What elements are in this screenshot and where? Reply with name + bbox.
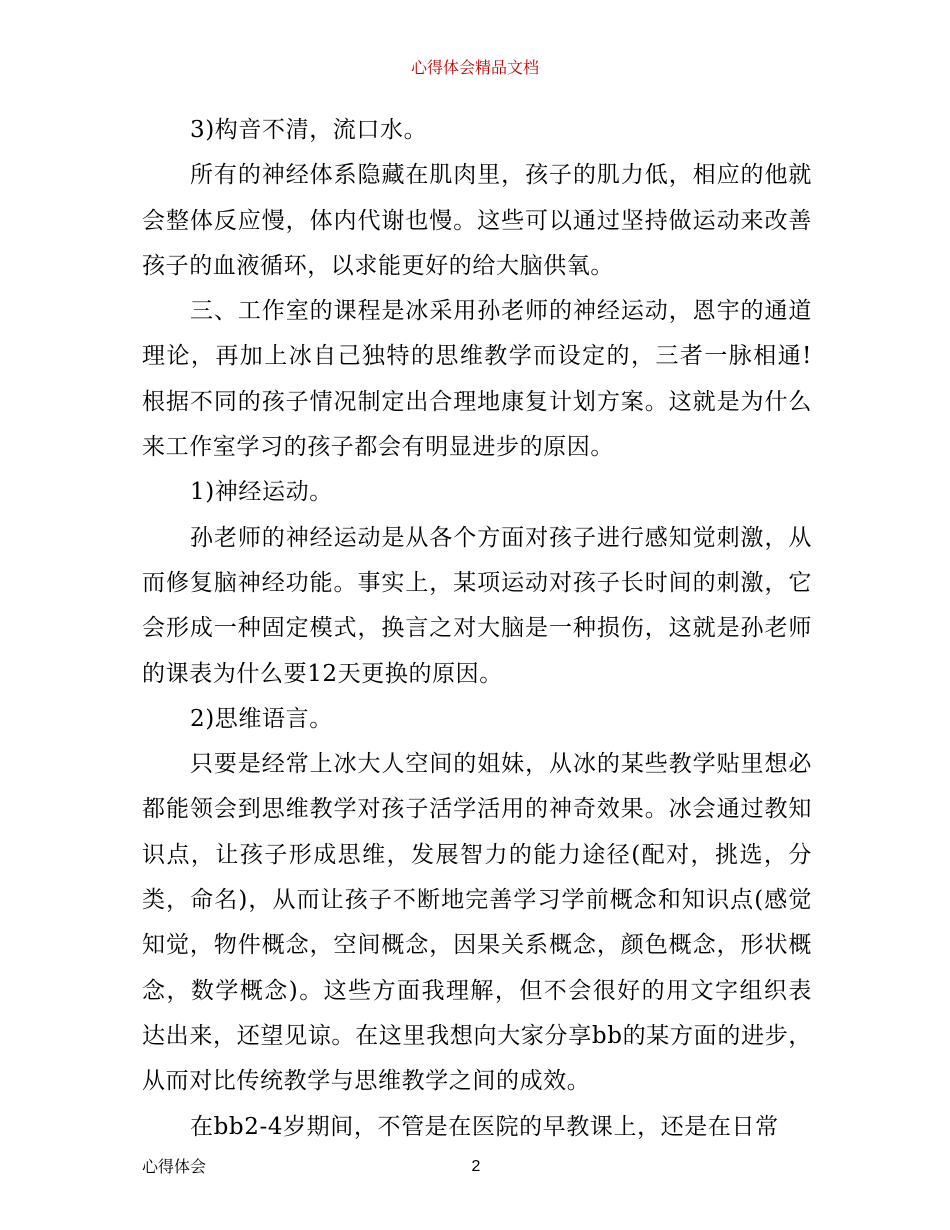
- paragraph: 2)思维语言。: [190, 705, 333, 732]
- page-header-title: 心得体会精品文档: [410, 58, 539, 77]
- paragraph: 3)构音不清，流口水。: [190, 117, 428, 143]
- paragraph: 在bb2-4岁期间，不管是在医院的早教课上，还是在日常: [190, 1113, 779, 1140]
- paragraph: 只要是经常上冰大人空间的姐妹，从冰的某些教学贴里想必都能领会到思维教学对孩子活学活用的神奇效果。冰会通过教知识点，让孩子形成思维，发展智力的能力途径(配对，挑选，分类，命名)，从而让孩子不断地完善学习学前概念和知识点(感觉知觉，物件概念，空间概念，因果关系概念，颜色概念，形状概念，数学概念)。这些方面我理解，但不会很好的用文字组织表达出来，还望见谅。在这里我想向大家分享bb的某方面的进步，从而对比传统教学与思维教学之间的成效。: [142, 751, 812, 1095]
- page-footer-label: 心得体会: [142, 1157, 207, 1176]
- paragraph: 孙老师的神经运动是从各个方面对孩子进行感知觉刺激，从而修复脑神经功能。事实上，某项运动对孩子长时间的刺激，它会形成一种固定模式，换言之对大脑是一种损伤，这就是孙老师的课表为什么要12天更换的原因。: [142, 524, 812, 687]
- paragraph: 1)神经运动。: [190, 479, 333, 506]
- paragraph: 三、工作室的课程是冰采用孙老师的神经运动，恩宇的通道理论，再加上冰自己独特的思维教学而设定的，三者一脉相通!根据不同的孩子情况制定出合理地康复计划方案。这就是为什么来工作室学习的孩子都会有明显进步的原因。: [142, 298, 812, 461]
- paragraph: 所有的神经体系隐藏在肌肉里，孩子的肌力低，相应的他就会整体反应慢，体内代谢也慢。这些可以通过坚持做运动来改善孩子的血液循环，以求能更好的给大脑供氧。: [142, 162, 812, 279]
- page-number: 2: [471, 1158, 481, 1175]
- document-body: [142, 108, 812, 1150]
